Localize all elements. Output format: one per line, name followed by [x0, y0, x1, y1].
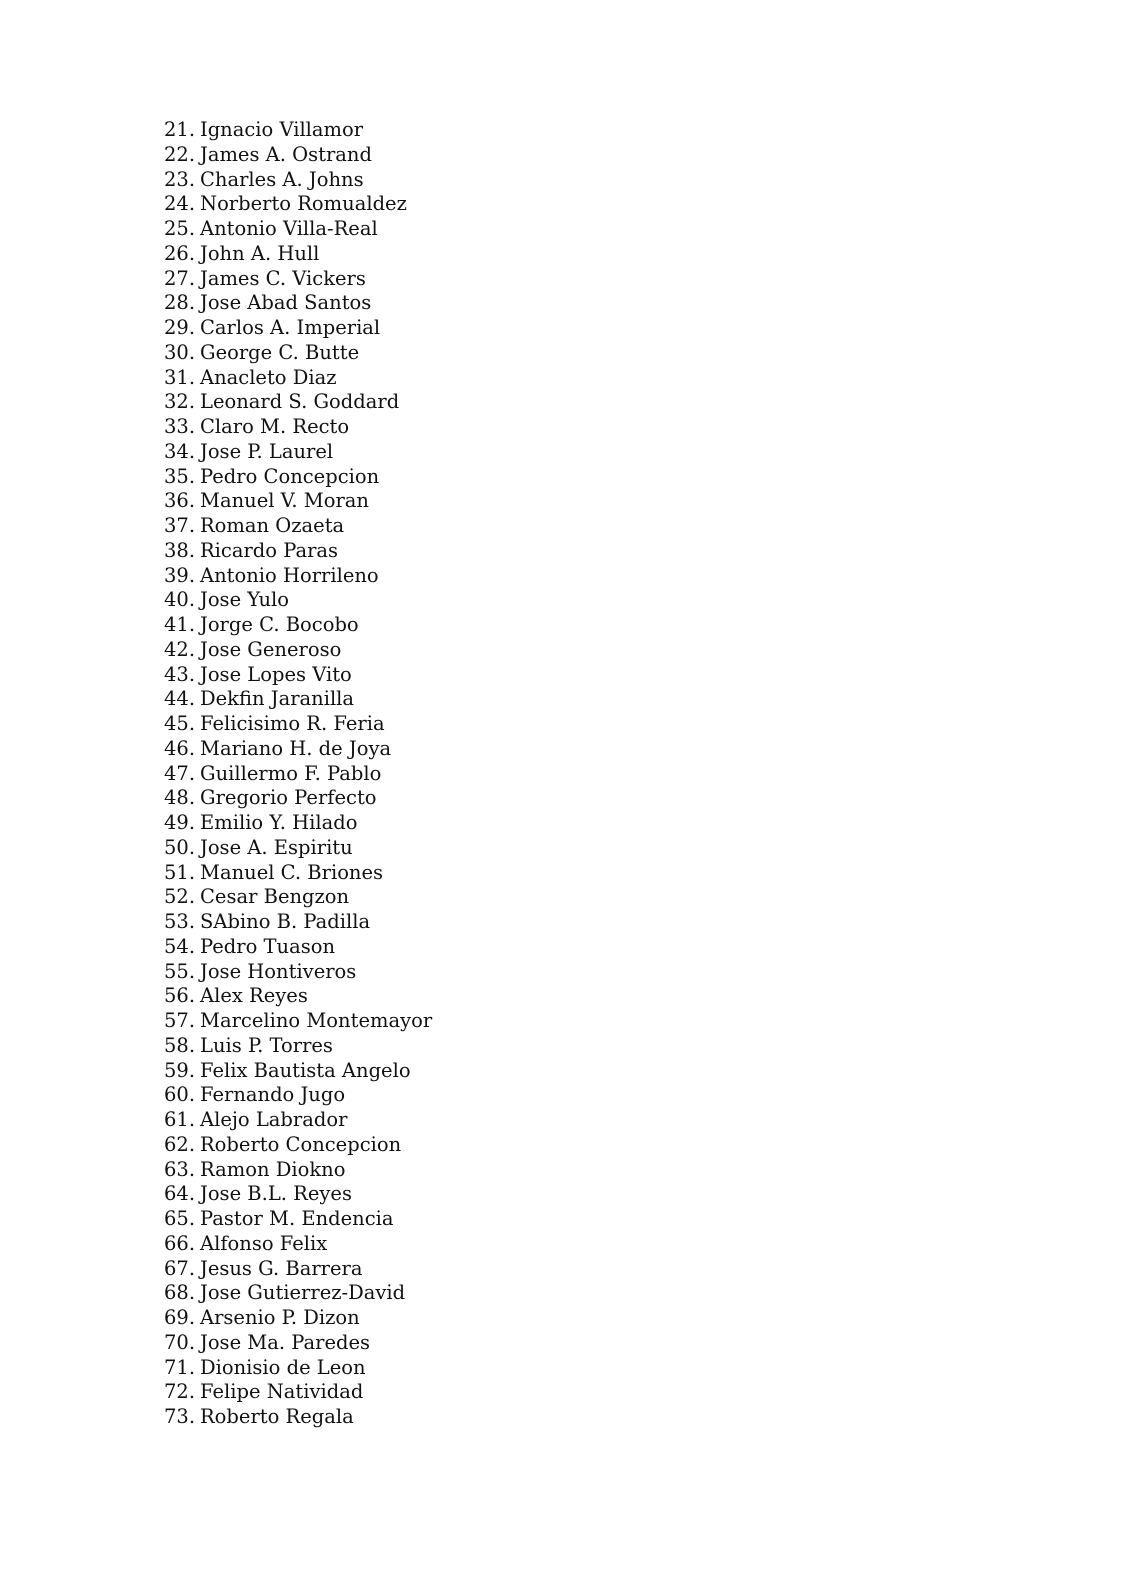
list-item-number: 35.	[164, 464, 196, 488]
list-item-number: 33.	[164, 415, 196, 438]
list-item-name: Jose Lopes Vito	[200, 662, 352, 686]
list-item-name: Roberto Concepcion	[200, 1132, 402, 1156]
list-item	[164, 1207, 432, 1232]
list-item-name: Anacleto Diaz	[200, 365, 337, 389]
list-item	[164, 1331, 432, 1356]
list-item-number: 38.	[164, 538, 196, 562]
list-item-name: Felicisimo R. Feria	[200, 712, 385, 735]
list-item-number: 29.	[164, 316, 196, 339]
list-item	[164, 1182, 432, 1207]
list-item-name: Leonard S. Goddard	[200, 390, 400, 414]
list-item-name: Pedro Concepcion	[200, 464, 380, 488]
list-item-name: Ramon Diokno	[200, 1157, 346, 1181]
list-item-number: 72.	[164, 1380, 196, 1404]
list-item	[164, 192, 432, 217]
list-item-number: 41.	[164, 613, 196, 636]
list-item-name: Jose Gutierrez-David	[200, 1281, 406, 1305]
list-item	[164, 390, 432, 415]
list-item-number: 53.	[164, 910, 196, 933]
list-item	[164, 489, 432, 514]
list-item	[164, 1356, 432, 1381]
list-item-number: 34.	[164, 439, 196, 463]
list-item	[164, 1034, 432, 1059]
list-item-name: James C. Vickers	[200, 266, 366, 290]
list-item	[164, 291, 432, 316]
list-item	[164, 1257, 432, 1282]
list-item-number: 40.	[164, 588, 196, 612]
list-item-name: Pastor M. Endencia	[200, 1207, 394, 1230]
list-item-number: 54.	[164, 934, 196, 958]
list-item-name: Marcelino Montemayor	[200, 1009, 433, 1032]
list-item	[164, 638, 432, 663]
list-item-number: 66.	[164, 1231, 196, 1255]
list-item-number: 51.	[164, 860, 196, 884]
list-item	[164, 861, 432, 886]
list-item	[164, 1405, 432, 1430]
list-item-name: Jose Abad Santos	[200, 291, 372, 315]
list-item	[164, 588, 432, 613]
list-item-number: 62.	[164, 1132, 196, 1156]
list-item-number: 57.	[164, 1009, 196, 1032]
numbered-name-list	[164, 118, 432, 1430]
list-item-name: Antonio Villa-Real	[200, 217, 378, 240]
list-item-name: Jesus G. Barrera	[200, 1256, 363, 1280]
list-item-number: 37.	[164, 514, 196, 537]
list-item	[164, 465, 432, 490]
list-item	[164, 341, 432, 366]
list-item-number: 27.	[164, 266, 196, 290]
list-item-number: 42.	[164, 637, 196, 661]
list-item-number: 67.	[164, 1256, 196, 1280]
list-item-number: 63.	[164, 1157, 196, 1181]
list-item-name: Jose B.L. Reyes	[200, 1182, 352, 1206]
list-item-number: 39.	[164, 563, 196, 587]
list-item-name: Roman Ozaeta	[200, 514, 345, 537]
list-item-number: 36.	[164, 489, 196, 513]
list-item	[164, 712, 432, 737]
list-item	[164, 737, 432, 762]
list-item-name: John A. Hull	[200, 241, 320, 265]
list-item-number: 31.	[164, 365, 196, 389]
list-item-name: Dionisio de Leon	[200, 1355, 366, 1379]
list-item	[164, 613, 432, 638]
list-item	[164, 910, 432, 935]
list-item-name: Pedro Tuason	[200, 934, 336, 958]
list-item	[164, 168, 432, 193]
list-item	[164, 935, 432, 960]
list-item-number: 30.	[164, 340, 196, 364]
list-item	[164, 1009, 432, 1034]
list-item-number: 50.	[164, 835, 196, 859]
list-item	[164, 1158, 432, 1183]
list-item	[164, 539, 432, 564]
list-item-name: Dekfin Jaranilla	[200, 687, 355, 711]
list-item-name: Alex Reyes	[200, 984, 308, 1008]
list-item	[164, 960, 432, 985]
list-item	[164, 1380, 432, 1405]
list-item	[164, 514, 432, 539]
list-item-name: Jorge C. Bocobo	[200, 613, 359, 636]
list-item-name: Claro M. Recto	[200, 415, 350, 438]
list-item	[164, 242, 432, 267]
list-item-name: Guillermo F. Pablo	[200, 761, 382, 785]
list-item-name: Jose Generoso	[200, 637, 342, 661]
list-item	[164, 762, 432, 787]
list-item-number: 65.	[164, 1207, 196, 1230]
list-item-number: 23.	[164, 167, 196, 191]
list-item	[164, 415, 432, 440]
list-item-number: 49.	[164, 811, 196, 834]
list-item	[164, 984, 432, 1009]
list-item-number: 70.	[164, 1330, 196, 1354]
list-item	[164, 1281, 432, 1306]
list-item-number: 71.	[164, 1355, 196, 1379]
list-item-name: Arsenio P. Dizon	[200, 1306, 360, 1329]
list-item-number: 25.	[164, 217, 196, 240]
list-item-name: Jose Yulo	[200, 588, 290, 612]
list-item	[164, 316, 432, 341]
list-item-name: Jose Ma. Paredes	[200, 1330, 371, 1354]
list-item-name: Ricardo Paras	[200, 538, 339, 562]
list-item-name: Charles A. Johns	[200, 167, 364, 191]
list-item-number: 21.	[164, 118, 196, 141]
list-item-name: Emilio Y. Hilado	[200, 811, 358, 834]
list-item-number: 59.	[164, 1058, 196, 1082]
list-item	[164, 786, 432, 811]
list-item-number: 61.	[164, 1108, 196, 1131]
list-item	[164, 1306, 432, 1331]
list-item-number: 60.	[164, 1083, 196, 1107]
list-item	[164, 1059, 432, 1084]
list-item-name: Luis P. Torres	[200, 1033, 333, 1057]
list-item-name: Roberto Regala	[200, 1405, 354, 1428]
list-item-name: Cesar Bengzon	[200, 885, 350, 909]
list-item-name: Felix Bautista Angelo	[200, 1058, 411, 1082]
list-item	[164, 564, 432, 589]
list-item-name: Felipe Natividad	[200, 1380, 364, 1404]
list-item-name: Manuel C. Briones	[200, 860, 384, 884]
list-item-number: 48.	[164, 786, 196, 810]
list-item-name: Gregorio Perfecto	[200, 786, 377, 810]
list-item	[164, 1232, 432, 1257]
list-item-name: Manuel V. Moran	[200, 489, 369, 513]
list-item-name: Carlos A. Imperial	[200, 316, 381, 339]
list-item-number: 69.	[164, 1306, 196, 1329]
list-item-number: 55.	[164, 959, 196, 983]
list-item-name: Jose A. Espiritu	[200, 835, 353, 859]
list-item-number: 32.	[164, 390, 196, 414]
list-item-name: George C. Butte	[200, 340, 360, 364]
list-item-number: 52.	[164, 885, 196, 909]
list-item-number: 22.	[164, 142, 196, 166]
list-item-name: Jose P. Laurel	[200, 439, 334, 463]
list-item	[164, 366, 432, 391]
list-item-number: 73.	[164, 1405, 196, 1428]
list-item-name: Fernando Jugo	[200, 1083, 346, 1107]
list-item	[164, 687, 432, 712]
list-item-number: 24.	[164, 192, 196, 216]
list-item-number: 28.	[164, 291, 196, 315]
list-item-number: 58.	[164, 1033, 196, 1057]
list-item-name: Norberto Romualdez	[200, 192, 407, 216]
list-item-number: 56.	[164, 984, 196, 1008]
list-item-number: 26.	[164, 241, 196, 265]
list-item	[164, 440, 432, 465]
list-item	[164, 663, 432, 688]
list-item-name: Ignacio Villamor	[200, 118, 364, 141]
list-item-number: 43.	[164, 662, 196, 686]
list-item	[164, 811, 432, 836]
list-item	[164, 1133, 432, 1158]
list-item-number: 68.	[164, 1281, 196, 1305]
list-item	[164, 1108, 432, 1133]
list-item	[164, 836, 432, 861]
list-item-name: Mariano H. de Joya	[200, 736, 392, 760]
list-item-name: James A. Ostrand	[200, 142, 372, 166]
list-item	[164, 267, 432, 292]
list-item	[164, 885, 432, 910]
list-item-number: 44.	[164, 687, 196, 711]
list-item-name: Alejo Labrador	[200, 1108, 348, 1131]
list-item	[164, 1083, 432, 1108]
list-item-name: Jose Hontiveros	[200, 959, 357, 983]
list-item-number: 45.	[164, 712, 196, 735]
list-item-name: Alfonso Felix	[200, 1231, 328, 1255]
list-item-name: SAbino B. Padilla	[200, 910, 371, 933]
list-item-number: 46.	[164, 736, 196, 760]
list-item-number: 64.	[164, 1182, 196, 1206]
list-item	[164, 143, 432, 168]
list-item-name: Antonio Horrileno	[200, 563, 379, 587]
list-item	[164, 217, 432, 242]
list-item-number: 47.	[164, 761, 196, 785]
list-item	[164, 118, 432, 143]
